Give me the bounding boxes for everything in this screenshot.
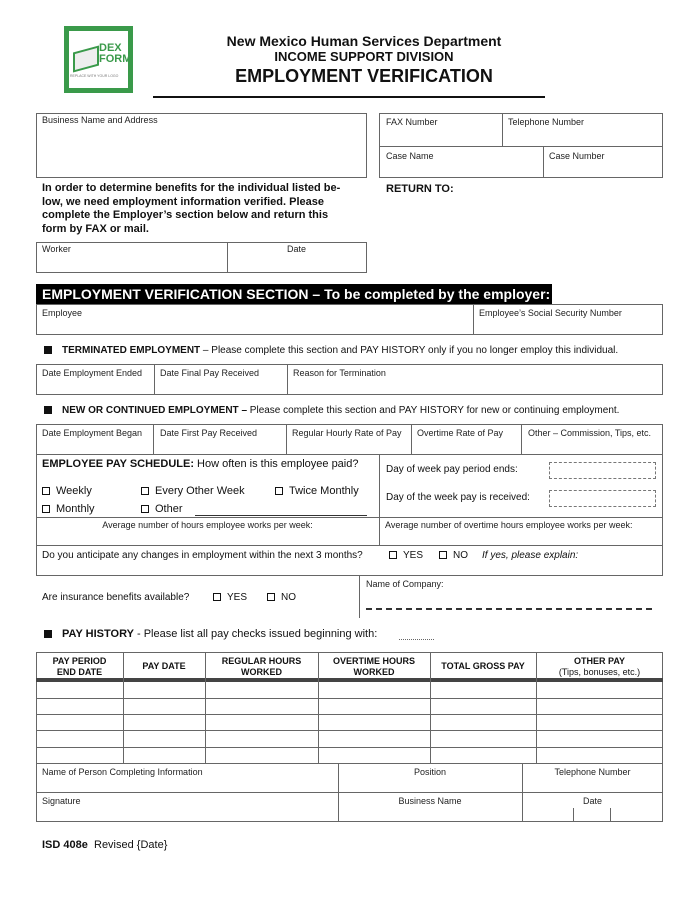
pay-received-label: Day of the week pay is received:: [386, 492, 530, 503]
pay-history-start-input[interactable]: [399, 639, 434, 640]
changes-explain: If yes, please explain:: [482, 550, 579, 561]
ssn-field[interactable]: Employee’s Social Security Number: [479, 308, 622, 318]
bullet-icon: [44, 346, 52, 354]
division-name: INCOME SUPPORT DIVISION: [274, 49, 454, 64]
date-employment-began-field[interactable]: Date Employment Began: [42, 428, 143, 438]
company-input-line[interactable]: [366, 608, 652, 610]
col-total-gross: TOTAL GROSS PAY: [441, 661, 525, 671]
changes-yes[interactable]: YES: [389, 550, 423, 561]
employee-field[interactable]: Employee: [42, 308, 83, 318]
col-overtime-hours: OVERTIME HOURS WORKED: [332, 656, 415, 677]
table-row[interactable]: [36, 747, 663, 748]
option-other[interactable]: Other: [141, 503, 183, 515]
reason-termination-field[interactable]: Reason for Termination: [293, 368, 386, 378]
department-name: New Mexico Human Services Department: [226, 33, 502, 49]
checkbox-icon[interactable]: [42, 487, 50, 495]
fax-field[interactable]: FAX Number: [386, 117, 438, 127]
checkbox-icon[interactable]: [389, 551, 397, 559]
period-ends-input[interactable]: [549, 462, 656, 479]
business-name-bottom-field[interactable]: Business Name: [398, 796, 462, 806]
col-regular-hours: REGULAR HOURS WORKED: [221, 656, 302, 677]
logo-box-icon: [73, 46, 99, 73]
table-row[interactable]: [36, 730, 663, 731]
form-title: EMPLOYMENT VERIFICATION: [235, 66, 493, 86]
person-completing-field[interactable]: Name of Person Completing Information: [42, 767, 203, 777]
continued-instructions: NEW OR CONTINUED EMPLOYMENT – Please complete this section and PAY HISTORY for new or continuing employment.: [62, 405, 620, 416]
changes-question: Do you anticipate any changes in employment within the next 3 months?: [42, 550, 363, 561]
case-number-field[interactable]: Case Number: [549, 151, 605, 161]
pay-schedule-question: EMPLOYEE PAY SCHEDULE: How often is this employee paid?: [42, 458, 359, 470]
worker-box: [36, 242, 367, 273]
date-final-pay-field[interactable]: Date Final Pay Received: [160, 368, 260, 378]
col-pay-date: PAY DATE: [142, 661, 186, 671]
table-row[interactable]: [36, 714, 663, 715]
checkbox-icon[interactable]: [275, 487, 283, 495]
worker-date-field[interactable]: Date: [287, 244, 307, 254]
checkbox-icon[interactable]: [213, 593, 221, 601]
insurance-question: Are insurance benefits available?: [42, 592, 190, 603]
avg-ot-hours-field[interactable]: Average number of overtime hours employee works per week:: [385, 520, 633, 530]
option-weekly[interactable]: Weekly: [42, 485, 92, 497]
option-monthly[interactable]: Monthly: [42, 503, 95, 515]
footer: ISD 408e Revised {Date}: [42, 839, 168, 851]
table-row[interactable]: [36, 698, 663, 699]
case-name-field[interactable]: Case Name: [386, 151, 434, 161]
option-twice-monthly[interactable]: Twice Monthly: [275, 485, 359, 497]
header-rule: [153, 96, 545, 98]
logo: DEX FORM REPLACE WITH YOUR LOGO: [64, 26, 133, 93]
business-label: Business Name and Address: [42, 115, 158, 125]
checkbox-icon[interactable]: [141, 487, 149, 495]
telephone-field[interactable]: Telephone Number: [508, 117, 585, 127]
bullet-icon: [44, 406, 52, 414]
date-first-pay-field[interactable]: Date First Pay Received: [160, 428, 258, 438]
return-to-label: RETURN TO:: [386, 183, 454, 195]
worker-field[interactable]: Worker: [42, 244, 71, 254]
checkbox-icon[interactable]: [141, 505, 149, 513]
avg-hours-field[interactable]: Average number of hours employee works per week:: [102, 520, 313, 530]
bullet-icon: [44, 630, 52, 638]
bottom-date-field[interactable]: Date: [582, 796, 602, 806]
other-commission-field[interactable]: Other – Commission, Tips, etc.: [528, 428, 652, 438]
company-label: Name of Company:: [366, 579, 444, 589]
checkbox-icon[interactable]: [439, 551, 447, 559]
col-pay-period: PAY PERIOD END DATE: [52, 656, 107, 677]
bottom-telephone-field[interactable]: Telephone Number: [554, 767, 631, 777]
hourly-rate-field[interactable]: Regular Hourly Rate of Pay: [292, 428, 402, 438]
option-every-other-week[interactable]: Every Other Week: [141, 485, 245, 497]
overtime-rate-field[interactable]: Overtime Rate of Pay: [417, 428, 504, 438]
other-input-line[interactable]: [195, 515, 367, 516]
signature-field[interactable]: Signature: [42, 796, 81, 806]
col-other-pay: OTHER PAY (Tips, bonuses, etc.): [558, 656, 641, 677]
insurance-yes[interactable]: YES: [213, 592, 247, 603]
changes-no[interactable]: NO: [439, 550, 468, 561]
terminated-instructions: TERMINATED EMPLOYMENT – Please complete this section and PAY HISTORY only if you no longer employ this individual.: [62, 345, 619, 356]
checkbox-icon[interactable]: [42, 505, 50, 513]
pay-history-heading: PAY HISTORY - Please list all pay checks issued beginning with:: [62, 628, 378, 640]
intro-text: In order to determine benefits for the individual listed be- low, we need employment information verified. Please complete the Employer’s section below and return this form by FAX or mail.: [42, 182, 341, 235]
position-field[interactable]: Position: [413, 767, 447, 777]
date-employment-ended-field[interactable]: Date Employment Ended: [42, 368, 143, 378]
pay-received-input[interactable]: [549, 490, 656, 507]
checkbox-icon[interactable]: [267, 593, 275, 601]
insurance-no[interactable]: NO: [267, 592, 296, 603]
section-banner: EMPLOYMENT VERIFICATION SECTION – To be completed by the employer:: [36, 284, 552, 304]
period-ends-label: Day of week pay period ends:: [386, 464, 518, 475]
